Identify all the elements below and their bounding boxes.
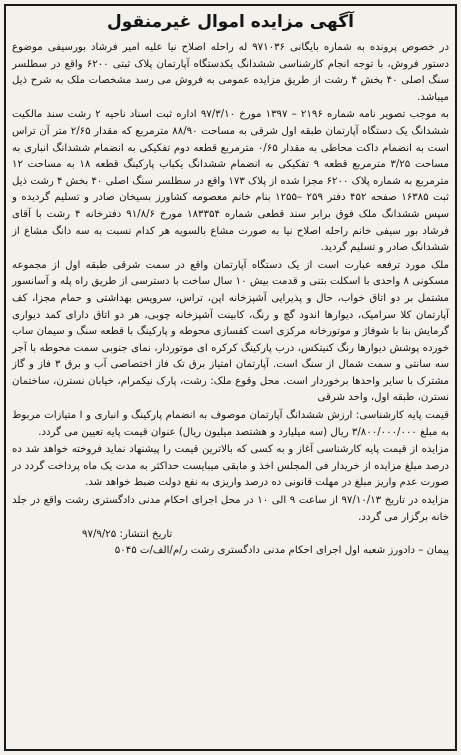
case-intro-paragraph: در خصوص پرونده به شماره بایگانی ۹۷۱۰۳۶ له راحله اصلاح نیا علیه امیر فرشاد بورسیفی موضوع دستور فروش، با توجه انجام کارشناسی ششدانگ یکدستگاه آپارتمان پلاک ثبتی ۶۲۰۰ واقع در سطلسر سنگ اصلی ۴۰ بخش ۴ رشت از طریق مزایده عمومی به فروش می رسد مشخصات ملک به شرح ذیل میباشد.	[12, 42, 449, 103]
property-description-paragraph: ملک مورد ترفعه عبارت است از یک دستگاه آپارتمان واقع در سمت شرقی طبقه اول از مجموعه مسکونی ۸ واحدی با اسکلت بتنی و قدمت بیش ۱۰ سال ساخت با دسترسی از طریق راه پله و آسانسور مشتمل بر دو اتاق خواب، حال و پذیرایی آشپزخانه اپن، تراس، سرویس بهداشتی و حمام مجزا، کف آپارتمان کلا سرامیک، دیوارها اندود گچ و رنگ، کابینت آشپزخانه چوبی، هر دو اتاق دارای کمد دیواری گرمایش بنا با شوفاژ و موتورخانه مرکزی است کفسازی محوطه و پارکینگ با قطعه سنگ و سیمان ساب خورده پوشش دیوارها رنگ کنیتکس، درب پارکینگ کرکره ای موتوردار، نمای جنوبی سمت محوطه با آجر سه سانتی و سمت شمال از سنگ است. آپارتمان امتیاز برق تک فاز اختصاصی آب و برق ۳ فاز و گاز مشترک با سایر واحدها برخوردار است. محل وقوع ملک: رشت، پارک نیکمرام، خیابان نسترن، ساختمان نسترن، طبقه اول، واحد شرقی	[12, 259, 449, 404]
signature-line: پیمان – دادورز شعبه اول اجرای احکام مدنی دادگستری رشت ر/م/الف/ت ۵۰۴۵	[114, 545, 449, 557]
base-price-paragraph: قیمت پایه کارشناسی: ارزش ششدانگ آپارتمان موصوف به انضمام پارکینگ و انباری و ا متیازات مربوط به مبلغ ۳/۸۰۰/۰۰۰/۰۰۰ ریال (سه میلیارد و هشتصد میلیون ریال) عنوان قیمت پایه تعیین می گردد.	[12, 410, 449, 438]
publish-date: تاریخ انتشار: ۹۷/۹/۲۵	[82, 529, 173, 541]
notice-body	[12, 10, 449, 747]
auction-terms-paragraph: مزایده از قیمت پایه کارشناسی آغاز و به کسی که بالاترین قیمت را پیشنهاد نماید فروخته خواهد شد ده درصد مبلغ مزایده از خریدار فی المجلس اخذ و مابقی میبایست حداکثر به مدت یک ماه پرداخت گردد در صورت عدم واریز مبلغ در مهلت قانونی ده درصد واریزی به نفع دولت ضبط خواهد شد.	[12, 444, 449, 489]
auction-date-paragraph: مزایده در تاریخ ۹۷/۱۰/۱۳ از ساعت ۹ الی ۱۰ در محل اجرای احکام مدنی دادگستری رشت واقع در جلد خانه برگزار می گردد.	[12, 495, 450, 523]
notice-title: آگهی مزایده اموال غیرمنقول	[107, 12, 354, 32]
title-deed-paragraph: به موجب تصویر نامه شماره ۲۱۹۶ – ۱۳۹۷ مورخ ۹۷/۳/۱۰ اداره ثبت اسناد ناحیه ۲ رشت سند مالکیت ششدانگ یک دستگاه آپارتمان طبقه اول شرقی به مساحت ۸۸/۹۰ مترمربع که مقدار ۲/۶۵ متر آن تراس است به انضمام داکت محاطی به مقدار ۰/۶۵ مترمربع قطعه دوم تفکیکی به انضمام ششدانگ انباری به مساحت ۳/۲۵ مترمربع قطعه ۹ تفکیکی به انضمام ششدانگ یکباب پارکینگ قطعه ۱۸ به مساحت ۱۲ مترمربع به شماره پلاک ۶۲۰۰ مجزا شده از پلاک ۱۷۳ واقع در سطلسر سنگ اصلی ۴۰ بخش ۴ رشت ذیل ثبت ۱۶۳۸۵ صفحه ۴۵۲ دفتر ۲۵۹ –۱۲۵۵ بنام خانم معصومه کشاورز بسیخان صادر و تسلیم گردیده و سپس ششدانگ ملک فوق برابر سند قطعی شماره ۱۸۳۳۵۴ مورخ ۹۱/۸/۶ دفترخانه ۴ رشت با آقای فرشاد بور سیفی خانم راحله اصلاح نیا به صورت مشاع بالسویه هر کدام نسبت به سه دانگ مشاع از ششدانگ صادر و تسلیم گردید.	[12, 109, 449, 254]
